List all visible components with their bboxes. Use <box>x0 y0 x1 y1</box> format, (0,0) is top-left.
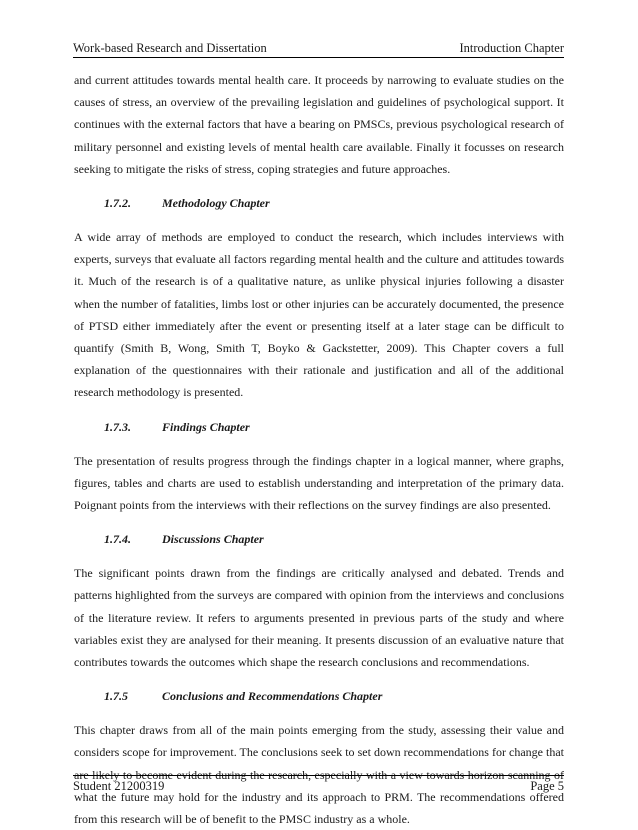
page-body <box>74 69 564 830</box>
section-paragraph-methodology: A wide array of methods are employed to conduct the research, which includes interviews with experts, surveys that evaluate all factors regarding mental health and the culture and attitudes towards it. Much of the research is of a qualitative nature, as unlike physical injuries following a disaster when the number of fatalities, limbs lost or other injuries can be accurately documented, the presence of PTSD either immediately after the event or presenting itself at a later stage can be difficult to quantify (Smith B, Wong, Smith T, Boyko & Gackstetter, 2009). This Chapter covers a full explanation of the questionnaires with their rationale and justification and all of the additional research methodology is presented. <box>74 230 564 400</box>
section-title: Conclusions and Recommendations Chapter <box>162 689 383 704</box>
section-title: Methodology Chapter <box>162 196 270 211</box>
header-rule <box>73 57 564 58</box>
header-course-title: Work-based Research and Dissertation <box>73 41 267 55</box>
header-chapter-title: Introduction Chapter <box>459 41 564 55</box>
section-number: 1.7.5 <box>104 689 128 704</box>
footer-rule <box>73 775 564 776</box>
section-title: Findings Chapter <box>162 419 250 434</box>
section-number: 1.7.4. <box>104 532 131 547</box>
section-paragraph-findings: The presentation of results progress through the findings chapter in a logical manner, where graphs, figures, tables and charts are used to establish understanding and interpretation of the primary data. Poignant points from the interviews with their reflections on the survey findings are also presented. <box>74 453 564 513</box>
section-paragraph-conclusions: This chapter draws from all of the main points emerging from the study, assessing their value and considers scope for improvement. The conclusions seek to set down recommendations for change that are likely to become evident during the research, especially with a view towards horizon scanning of what the future may hold for the industry and its approach to PRM. The recommendations offered from this research will be of benefit to the PMSC industry as a whole. <box>74 723 564 827</box>
intro-paragraph: and current attitudes towards mental health care. It proceeds by narrowing to evaluate studies on the causes of stress, an overview of the prevailing legislation and guidelines of psychological support. It continues with the external factors that have a bearing on PMSCs, previous psychological research of military personnel and existing levels of mental health care available. Finally it focusses on research seeking to mitigate the risks of stress, coping strategies and future approaches. <box>74 73 564 176</box>
footer-page-number: Page 5 <box>530 779 564 793</box>
page-footer <box>73 779 564 797</box>
section-heading-methodology <box>74 192 564 214</box>
page-header <box>73 38 564 56</box>
section-heading-conclusions <box>74 685 564 707</box>
section-number: 1.7.2. <box>104 196 131 211</box>
section-heading-discussions <box>74 528 564 550</box>
section-heading-findings <box>74 416 564 438</box>
section-title: Discussions Chapter <box>162 532 264 547</box>
section-number: 1.7.3. <box>104 419 131 434</box>
footer-student-id: Student 21200319 <box>73 779 165 793</box>
section-paragraph-discussions: The significant points drawn from the findings are critically analysed and debated. Trends and patterns highlighted from the surveys are compared with opinion from the interviews and conclusions of the literature review. It refers to arguments presented in previous parts of the study and where variables exist they are analysed for their meaning. It presents discussion of an evaluative nature that contributes towards the outcomes which shape the research conclusions and recommendations. <box>74 566 564 670</box>
